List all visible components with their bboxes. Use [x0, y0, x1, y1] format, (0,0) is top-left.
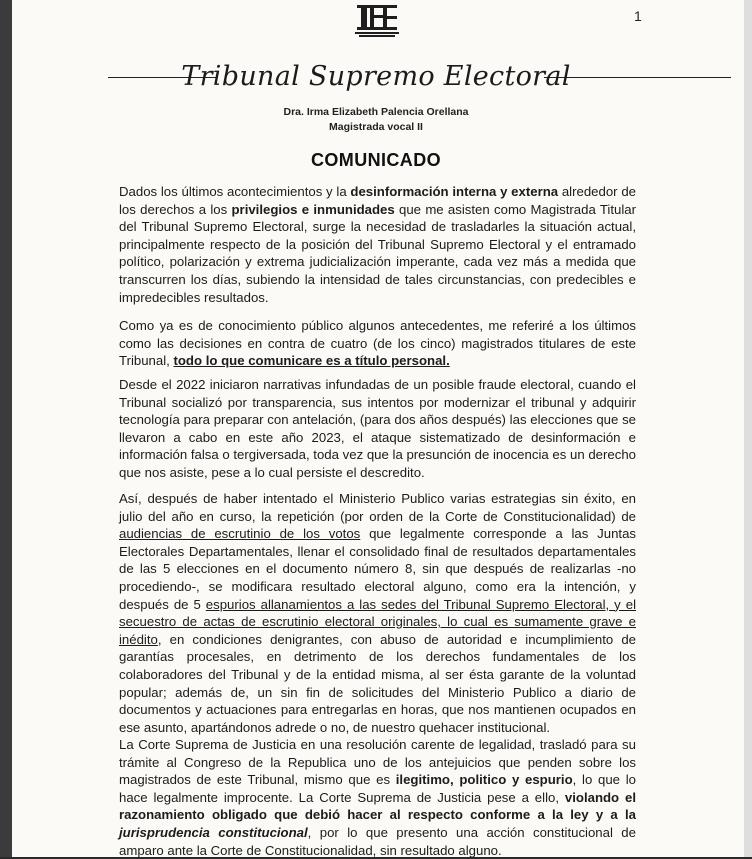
- document-heading: COMUNICADO: [311, 150, 441, 170]
- paragraph-3: Desde el 2022 iniciaron narrativas infundadas de un posible fraude electoral, cuando el Tribunal socializó por transparencia, sus intentos por modernizar el tribunal y adquirir tecnología para preparar con antelación, (para dos años después) las elecciones que se llevaron a cabo en este año 2023, el ataque sistematizado de desinformación e información falsa o tergiversada, toda vez que la presunción de inocencia es un derecho que nos asiste, pese a lo cual persiste el descredito.: [119, 377, 636, 480]
- page-number: 1: [634, 8, 642, 24]
- paragraph-2: Como ya es de conocimiento público algunos antecedentes, me referiré a los últimos como las decisiones en contra de cuatro (de los cinco) magistrados titulares de este Tribunal, todo lo que comunicare es a título personal.: [119, 318, 636, 369]
- author-role: Magistrada vocal II: [329, 121, 423, 133]
- author-name: Dra. Irma Elizabeth Palencia Orellana: [283, 106, 469, 118]
- institution-title: Tribunal Supremo Electoral: [181, 61, 571, 92]
- paragraph-1: Dados los últimos acontecimientos y la desinformación interna y externa alrededor de los derechos a los privilegios e inmunidades que me asisten como Magistrada Titular del Tribunal Supremo Electoral, surge la necesidad de trasladarles la situación actual, principalmente respecto de la posición del Tribunal Supremo Electoral y el entramado político, polarización y extrema judicialización imperante, cada vez más a medida que transcurren los días, subiendo la intensidad de tales circunstancias, con predecibles e impredecibles resultados.: [119, 184, 636, 305]
- tse-emblem-icon: [353, 4, 401, 38]
- paragraph-5: La Corte Suprema de Justicia en una resolución carente de legalidad, trasladó para su trámite al Congreso de la Republica uno de los antejuicios que penden sobre los magistrados de este Tribunal, mismo que es ilegitimo, politico y espurio, lo que lo hace legalmente improcente. La Corte Suprema de Justicia pese a ello, violando el razonamiento obligado que debió hacer al respecto conforme a la ley y a la jurisprudencia constitucional, por lo que presento una acción constitucional de amparo ante la Corte de Constitucionalidad, sin resultado alguno.: [119, 737, 636, 858]
- paragraph-4: Así, después de haber intentado el Ministerio Publico varias estrategias sin éxito, en julio del año en curso, la repetición (por orden de la Corte de Constitucionalidad) de audiencias de escrutinio de los votos que legalmente corresponde a las Juntas Electorales Departamentales, llenar el consolidado final de resultados departamentales de las 5 elecciones en el documento número 8, sin que después de realizarlas -no procediendo-, se modificara resultado electoral alguno, como era la intención, y después de 5 espurios allanamientos a las sedes del Tribunal Supremo Electoral, y el secuestro de actas de escrutinio electoral originales, lo cual es sumamente grave e inédito, en condiciones denigrantes, con abuso de autoridad e incumplimiento de garantías procesales, en detrimento de los derechos fundamentales de los colaboradores del Tribunal y de la entidad misma, al ser ésta garante de la voluntad popular; además de, un sin fin de solicitudes del Ministerio Publico a diario de documentos y actuaciones para entregarlas en horas, que nos mantienen ocupados en ese asunto, apartándonos adrede o no, de nuestro quehacer institucional.: [119, 491, 637, 735]
